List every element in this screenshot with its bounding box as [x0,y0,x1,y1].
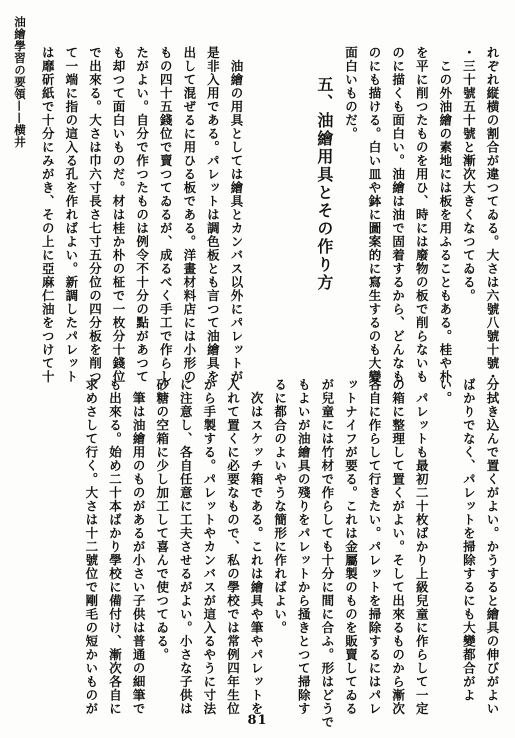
text-column: 各自に作らして行きたい。パレットを掃除するにはパレ [367,378,383,716]
text-column: が兒童には竹材で作らしても十分に間に合ふ。形はどうで [319,378,335,729]
text-column: 分拭き込んで置くがよい。かうすると繪具の伸びがよい [485,378,500,716]
text-column: ットナイフが要る。これは金屬製のものを販賣してゐる [343,378,359,716]
text-column: のに描くも面白い。油繪は油で固着するから、どんなも [390,46,406,384]
text-column: て一端に指の這入る孔を作ればよい。新調したパレット [63,46,79,384]
text-column: い。 [437,378,453,405]
text-column: も出來る。始め二十本ばかり學校に備付け、漸次各自に [107,378,123,716]
text-column: もよいが油繪具の殘りをパレットから掻きとつて掃除す [296,378,312,716]
section-text-block [18,46,248,384]
text-column: 砂糖の空箱に少し加工して喜んで使つてゐる。 [154,378,170,662]
text-column: 次はスケッチ箱である。これは繪具や筆やパレットを [249,378,265,716]
page-number: 81 [247,713,268,728]
text-column: は靡斫紙で十分にみがき、その上に亞麻仁油をつけて十 [40,46,56,384]
text-column: 出して混ぜるに用ひる板である。洋畫材料店には小形の [181,46,197,384]
text-column: 是非入用である。パレットは調色板とも言つて油繪具を [205,46,221,384]
upper-text-block [250,46,504,384]
text-column: も却つて面白いものだ。材は桂か朴の柾で一枚分十錢位 [111,46,127,384]
running-header: 油繪學習の要領——横井 [13,16,27,148]
text-column: もの四十五錢位で賣つてゐるが、成るべく手工で作らし [158,46,174,384]
text-column: 入れて置くに必要なもので、私の學校では常例四年生位 [225,378,241,716]
text-column: のにも描ける。白い皿や鉢に圖案的に寫生するのも大變 [367,46,383,384]
text-column: 求めさして行く。大さは十二號位で剛毛の短かいものが [83,378,99,716]
text-column: を平に削つたものを用ひ、時には廢物の板で削らないも [414,46,430,384]
text-column: この外油繪の素地には板を用ふることもある。桂や朴 [437,46,453,384]
text-column: で出來る。大さは巾六寸長さ七寸五分位の四分板を削つ [87,46,103,384]
text-column: ・三十號五十號と漸次大きくなつてゐる。 [461,46,477,303]
text-column: に注意し、各自任意に工夫させるがよい。小さな子供は [178,378,194,716]
text-column: から手製する。パレットやカンバスが這入るやうに寸法 [201,378,217,716]
text-column: の箱に整理して置くがよい。そして出來るものから漸次 [390,378,406,716]
text-column: るに都合のよいやうな簡形に作ればよい。 [272,378,288,635]
section-title: 五、油繪用具とその作り方 [314,76,334,292]
text-column: ばかりでなく、パレットを掃除するにも大變都合がよ [461,378,477,702]
text-column: 筆は油繪用のものがあるが小さい子供は普通の細筆で [131,378,147,716]
text-column: たがよい。自分で作つたものは例令不十分の點があつて [134,46,150,384]
text-column: れぞれ縦横の割合が違つてゐる。大さは六號八號十號・ [485,46,500,384]
text-column: 面白いものだ。 [343,46,359,141]
text-column: パレットも最初二十枚ばかり上級兒童に作らして一定 [414,378,430,716]
text-column: 油繪の用具としては繪具とカンバス以外にパレットが [229,46,244,384]
